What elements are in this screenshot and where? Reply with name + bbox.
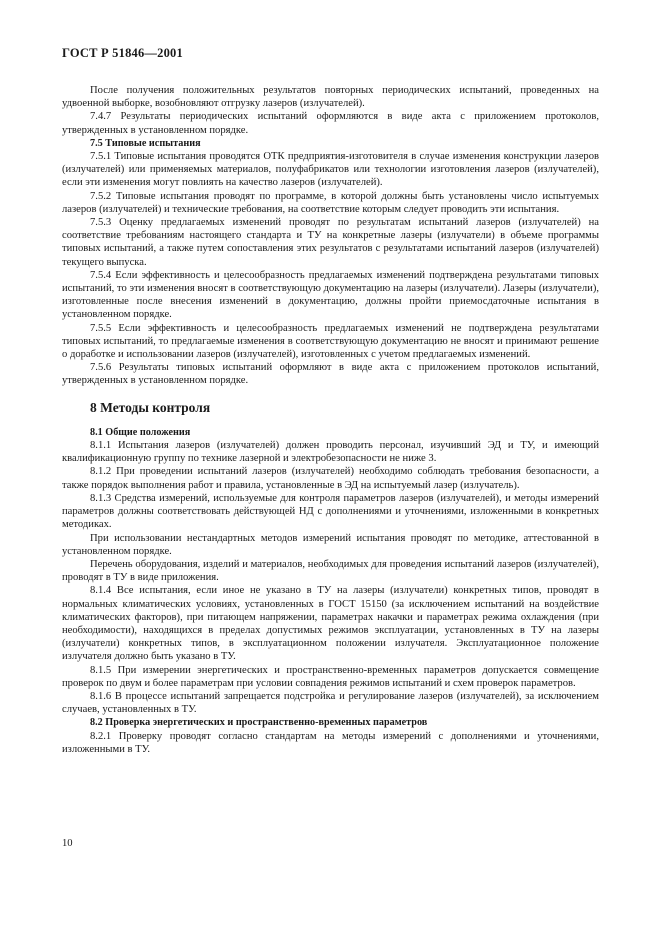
paragraph-8-1-1: 8.1.1 Испытания лазеров (излучателей) должен проводить персонал, изучивший ЭД и ТУ, и имеющий квалификационную группу по технике лазерной и электробезопасности не ниже 3. (62, 440, 599, 465)
paragraph-8-1-4: 8.1.4 Все испытания, если иное не указано в ТУ на лазеры (излучатели) конкретных типов, проводят в нормальных климатических условиях, установленных в ГОСТ 15150 (за исключением испытаний на воздействие климатических факторов), при питающем напряжении, параметрах накачки и параметрах режима охлаждения (при необходимости), находящихся в пределах допустимых режимов эксплуатации, установленных в ТУ на лазеры (излучатели) конкретных типов, в эксплуатационном положении излучателя. Эксплуатационное положение излучателя должно быть указано в ТУ. (62, 585, 599, 663)
document-header: ГОСТ Р 51846—2001 (62, 46, 183, 60)
paragraph-8-2-1: 8.2.1 Проверку проводят согласно стандартам на методы измерений с дополнениями и уточнениями, изложенными в ТУ. (62, 730, 599, 755)
page-number: 10 (62, 838, 73, 849)
paragraph-7-5-6: 7.5.6 Результаты типовых испытаний оформляют в виде акта с приложением протоколов испытаний, утвержденных в установленном порядке. (62, 362, 599, 387)
paragraph-7-4-7: 7.4.7 Результаты периодических испытаний оформляются в виде акта с приложением протоколов, утвержденных в установленном порядке. (62, 111, 599, 136)
paragraph-8-1-5: 8.1.5 При измерении энергетических и пространственно-временных параметров допускается совмещение проверок по двум и более параметрам при условии совпадения режимов испытаний и схем проверок параметров. (62, 664, 599, 689)
paragraph-8-1-2: 8.1.2 При проведении испытаний лазеров (излучателей) необходимо соблюдать требования безопасности, а также порядок выполнения работ и правила, установленные в ЭД на испытуемый лазер (излучатель). (62, 466, 599, 491)
page-body (62, 84, 599, 756)
paragraph: Перечень оборудования, изделий и материалов, необходимых для проведения испытаний лазеров (излучателей), проводят в ТУ в виде приложения. (62, 558, 599, 584)
subheading-8-1: 8.1 Общие положения (90, 426, 191, 438)
subheading-7-5: 7.5 Типовые испытания (90, 137, 201, 149)
paragraph: После получения положительных результатов повторных периодических испытаний, проведенных на удвоенной выборке, возобновляют отгрузку лазеров (излучателей). (62, 85, 599, 110)
section-title-8: 8 Методы контроля (90, 399, 211, 415)
paragraph-7-5-2: 7.5.2 Типовые испытания проводят по программе, в которой должны быть установлены число испытуемых лазеров (излучателей) и технические требования, на соответствие которым следует проводить эти испытания. (62, 190, 599, 215)
paragraph-7-5-5: 7.5.5 Если эффективность и целесообразность предлагаемых изменений не подтверждена результатами типовых испытаний, то предлагаемые изменения в соответствующую документацию не вносят и принимают решение о доработке и использовании лазеров (излучателей), изготовленных с учетом предлагаемых изменений. (62, 322, 599, 361)
paragraph: При использовании нестандартных методов измерений испытания проводят по методике, аттестованной в установленном порядке. (62, 532, 599, 557)
paragraph-8-1-3: 8.1.3 Средства измерений, используемые для контроля параметров лазеров (излучателей), и методы измерений параметров должны соответствовать действующей НД с дополнениями и уточнениями, изложенными в конкретных методиках. (62, 492, 599, 531)
subheading-8-2: 8.2 Проверка энергетических и пространственно-временных параметров (90, 717, 428, 729)
paragraph-7-5-3: 7.5.3 Оценку предлагаемых изменений проводят по результатам испытаний лазеров (излучателей) на соответствие требованиям настоящего стандарта и ТУ на конкретные лазеры (излучатели) в объеме программы типовых испытаний, а также путем сопоставления этих результатов с результатами испытаний лазеров (излучателей) текущего выпуска. (62, 217, 599, 268)
paragraph-7-5-1: 7.5.1 Типовые испытания проводятся ОТК предприятия-изготовителя в случае изменения конструкции лазеров (излучателей) или применяемых материалов, полуфабрикатов или технологии изготовления лазеров (излучателей), если эти изменения могут повлиять на качество лазеров (излучателей). (62, 151, 599, 189)
paragraph-8-1-6: 8.1.6 В процессе испытаний запрещается подстройка и регулирование лазеров (излучателей), за исключением случаев, установленных в ТУ. (62, 690, 599, 716)
paragraph-7-5-4: 7.5.4 Если эффективность и целесообразность предлагаемых изменений подтверждена результатами типовых испытаний, то эти изменения вносят в соответствующую документацию на лазеры (излучатели). Лазеры (излучатели), изготовленные после внесения изменений в документацию, должны пройти приемосдаточные испытания в установленном порядке. (62, 269, 599, 321)
